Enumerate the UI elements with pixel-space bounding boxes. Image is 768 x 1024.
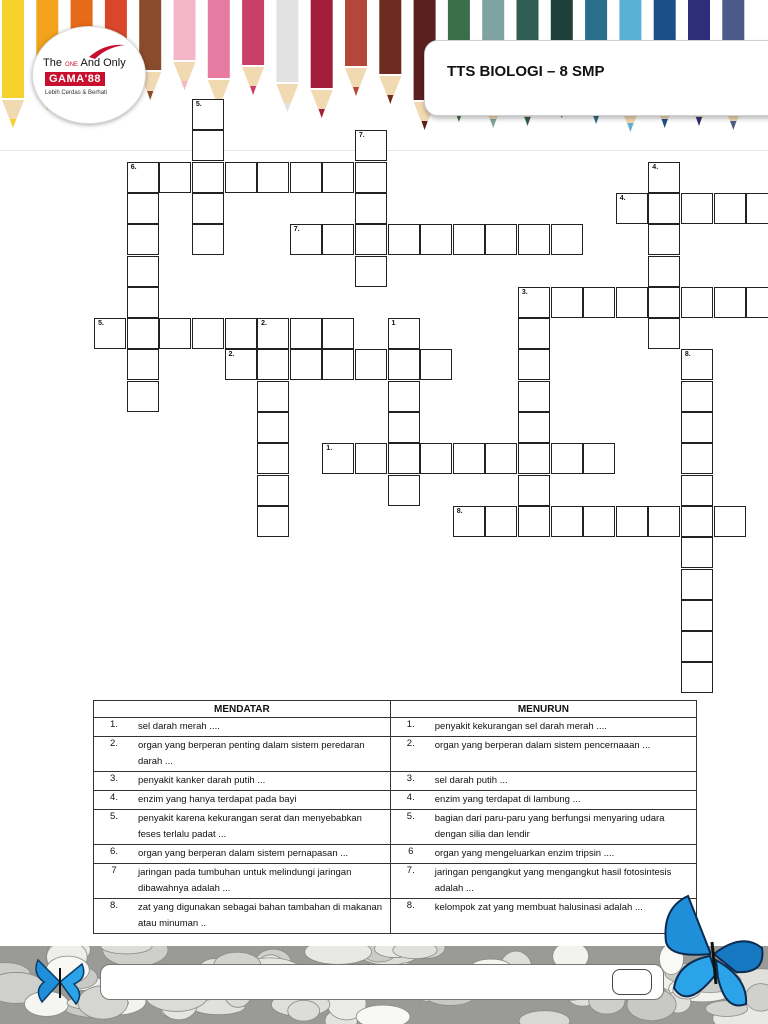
crossword-cell[interactable]	[681, 506, 713, 537]
crossword-cell[interactable]	[355, 193, 387, 224]
mendatar-clue	[94, 845, 391, 864]
pencil-lead	[490, 119, 496, 128]
pencil-body	[345, 0, 367, 66]
crossword-cell[interactable]	[681, 569, 713, 600]
logo-text	[43, 57, 126, 69]
crossword-cell[interactable]	[322, 224, 354, 255]
crossword-cell[interactable]	[355, 349, 387, 380]
pencil-lead	[696, 117, 702, 126]
clue-row	[94, 718, 697, 737]
clue-number: 6	[408, 846, 414, 857]
cell-number: 8.	[456, 507, 463, 515]
clue-text: organ yang berperan dalam sistem pernapasan ...	[138, 848, 349, 859]
clue-text: kelompok zat yang membuat halusinasi adalah ...	[434, 902, 643, 913]
crossword-cell[interactable]	[192, 193, 224, 224]
butterfly-large-icon	[658, 892, 768, 1016]
crossword-cell[interactable]	[257, 412, 289, 443]
crossword-cell[interactable]	[94, 318, 126, 349]
cell-number: 4.	[652, 163, 659, 171]
crossword-cell[interactable]	[648, 287, 680, 318]
clue-row	[94, 791, 697, 810]
crossword-cell[interactable]	[290, 224, 322, 255]
crossword-cell[interactable]	[127, 318, 159, 349]
clue-number: 7.	[406, 865, 415, 876]
crossword-cell[interactable]	[257, 318, 289, 349]
crossword-cell[interactable]	[290, 318, 322, 349]
crossword-cell[interactable]	[355, 162, 387, 193]
crossword-cell[interactable]	[714, 193, 746, 224]
crossword-cell[interactable]	[681, 600, 713, 631]
cell-number: 1	[391, 320, 396, 328]
crossword-cell[interactable]	[257, 475, 289, 506]
crossword-cell[interactable]	[518, 349, 550, 380]
cell-number: 5.	[98, 320, 104, 328]
crossword-cell[interactable]	[322, 443, 354, 474]
clue-text: penyakit kekurangan sel darah merah ....	[434, 721, 607, 732]
crossword-cell[interactable]	[648, 193, 680, 224]
clue-number: 1.	[110, 719, 118, 730]
clue-row	[94, 810, 697, 845]
crossword-cell[interactable]	[518, 506, 550, 537]
crossword-cell[interactable]	[681, 381, 713, 412]
crossword-cell[interactable]	[355, 443, 387, 474]
crossword-cell[interactable]	[355, 256, 387, 287]
clue-text: organ yang mengeluarkan enzim tripsin ....	[434, 848, 615, 859]
menurun-clue	[390, 791, 696, 810]
crossword-cell[interactable]	[681, 631, 713, 662]
crossword-cell[interactable]	[616, 193, 648, 224]
clue-number: 5.	[406, 811, 415, 822]
menurun-clue	[390, 845, 696, 864]
clue-text: enzim yang hanya terdapat pada bayi	[138, 794, 297, 805]
crossword-cell[interactable]	[518, 412, 550, 443]
crossword-cell[interactable]	[127, 193, 159, 224]
clue-number: 3.	[110, 773, 118, 784]
mendatar-clue	[94, 864, 391, 899]
pencil-lead	[524, 117, 530, 126]
crossword-cell[interactable]	[127, 349, 159, 380]
crossword-cell[interactable]	[159, 318, 191, 349]
clue-text: zat yang digunakan sebagai bahan tambahan di makanan atau minuman ..	[138, 902, 383, 929]
menurun-clue	[390, 772, 696, 791]
crossword-cell[interactable]	[681, 287, 713, 318]
crossword-cell[interactable]	[583, 443, 615, 474]
mendatar-clue	[94, 737, 391, 772]
crossword-cell[interactable]	[616, 287, 648, 318]
crossword-cell[interactable]	[388, 349, 420, 380]
clue-table	[93, 700, 697, 934]
cell-number: 6.	[130, 163, 137, 171]
crossword-cell[interactable]	[420, 224, 452, 255]
clue-row	[94, 737, 697, 772]
crossword-cell[interactable]	[290, 162, 322, 193]
divider	[0, 150, 768, 151]
clue-text: organ yang berperan dalam sistem pencernaaan ...	[434, 740, 651, 751]
pencil-lead	[10, 119, 16, 128]
crossword-cell[interactable]	[681, 475, 713, 506]
crossword-cell[interactable]	[420, 443, 452, 474]
crossword-cell[interactable]	[257, 349, 289, 380]
crossword-cell[interactable]	[322, 318, 354, 349]
cell-number: 2.	[261, 320, 267, 328]
clue-number: 6.	[110, 846, 118, 857]
crossword-cell[interactable]	[257, 506, 289, 537]
crossword-cell[interactable]	[257, 162, 289, 193]
crossword-cell[interactable]	[681, 412, 713, 443]
crossword-cell[interactable]	[388, 224, 420, 255]
clue-text: sel darah merah ....	[138, 721, 220, 732]
crossword-cell[interactable]	[681, 662, 713, 693]
logo-tagline: Lebih Cerdas & Berhati	[45, 90, 108, 96]
butterfly-small-icon	[30, 954, 90, 1010]
crossword-cell[interactable]	[551, 443, 583, 474]
pencil-lead	[730, 121, 736, 130]
menurun-clue	[390, 864, 696, 899]
cell-number: 5.	[195, 101, 202, 108]
pencil-lead	[319, 109, 325, 118]
clue-text: jaringan pengangkut yang mengangkut hasil fotosintesis adalah ...	[434, 867, 672, 894]
cell-number: 1.	[326, 445, 333, 453]
clue-text: jaringan pada tumbuhan untuk melindungi jaringan dibawahnya adalah ...	[138, 867, 352, 894]
crossword-cell[interactable]	[355, 162, 387, 193]
crossword-cell[interactable]	[453, 224, 485, 255]
crossword-cell[interactable]	[714, 506, 746, 537]
clue-number: 8.	[110, 900, 118, 911]
crossword-cell[interactable]	[192, 224, 224, 255]
clue-text: penyakit kanker darah putih ...	[138, 775, 266, 786]
crossword-cell[interactable]	[127, 224, 159, 255]
pencil-lead	[387, 95, 393, 104]
clue-text: enzim yang terdapat di lambung ...	[434, 794, 581, 805]
crossword-cell[interactable]	[322, 349, 354, 380]
clue-number: 5.	[110, 811, 118, 822]
crossword-cell[interactable]	[485, 506, 517, 537]
crossword-cell[interactable]	[192, 318, 224, 349]
crossword-cell[interactable]	[192, 162, 224, 193]
crossword-cell[interactable]	[681, 349, 713, 380]
crossword-cell[interactable]	[225, 349, 257, 380]
clue-number: 4.	[406, 792, 415, 803]
menurun-clue	[390, 737, 696, 772]
crossword-cell[interactable]	[551, 506, 583, 537]
logo-one: ONE	[65, 62, 79, 68]
cell-number: 7.	[293, 226, 300, 234]
mendatar-clue	[94, 810, 391, 845]
crossword-cell[interactable]	[681, 537, 713, 568]
crossword-cell[interactable]	[746, 287, 768, 318]
mendatar-clue	[94, 899, 391, 934]
crossword-cell[interactable]	[453, 443, 485, 474]
crossword-cell[interactable]	[518, 224, 550, 255]
mendatar-clue	[94, 718, 391, 737]
crossword-cell[interactable]	[648, 318, 680, 349]
crossword-cell[interactable]	[257, 443, 289, 474]
pencil-lead	[181, 81, 187, 90]
crossword-cell[interactable]	[518, 475, 550, 506]
crossword-cell[interactable]	[388, 412, 420, 443]
logo-brand: GAMA'88	[45, 72, 105, 86]
crossword-cell[interactable]	[714, 287, 746, 318]
page-title: TTS BIOLOGI – 8 SMP	[447, 63, 605, 80]
crossword-cell[interactable]	[681, 193, 713, 224]
pencil-body	[174, 0, 196, 60]
cell-number: 3.	[521, 288, 528, 296]
crossword-cell[interactable]	[746, 193, 768, 224]
pencil-lead	[250, 86, 256, 95]
pebble	[288, 1000, 320, 1021]
pencil-lead	[422, 121, 428, 130]
clue-number: 4.	[110, 792, 118, 803]
clue-text: penyakit karena kekurangan serat dan menyebabkan feses terlalu padat ...	[138, 813, 362, 840]
cell-number: 7.	[358, 132, 365, 140]
crossword-cell[interactable]	[616, 506, 648, 537]
clue-number: 2.	[406, 738, 415, 749]
mendatar-clue	[94, 791, 391, 810]
cell-number: 4.	[619, 194, 626, 202]
crossword-cell[interactable]	[681, 443, 713, 474]
pencil-lead	[147, 91, 153, 100]
crossword-cell[interactable]	[551, 224, 583, 255]
clue-number: 8.	[406, 900, 415, 911]
crossword-cell[interactable]	[485, 224, 517, 255]
crossword-cell[interactable]	[648, 506, 680, 537]
clue-number: 1.	[406, 719, 415, 730]
crossword-cell[interactable]	[225, 318, 257, 349]
crossword-cell[interactable]	[127, 162, 159, 193]
crossword-cell[interactable]	[257, 381, 289, 412]
pencil-body	[311, 0, 333, 88]
crossword-cell[interactable]	[420, 349, 452, 380]
menurun-header: MENURUN	[390, 701, 696, 718]
pencil-lead	[593, 115, 599, 124]
title-box	[424, 40, 768, 116]
crossword-cell[interactable]	[388, 443, 420, 474]
menurun-clue	[390, 718, 696, 737]
crossword-cell[interactable]	[225, 162, 257, 193]
crossword-cell[interactable]	[290, 349, 322, 380]
cell-number: 8.	[684, 351, 691, 359]
crossword-cell[interactable]	[518, 287, 550, 318]
crossword-cell[interactable]	[127, 287, 159, 318]
pencil-body	[242, 0, 264, 65]
pencil-body	[208, 0, 230, 78]
clue-text: sel darah putih ...	[434, 775, 508, 786]
menurun-clue	[390, 810, 696, 845]
clue-row	[94, 772, 697, 791]
pencil-lead	[627, 123, 633, 132]
crossword-cell[interactable]	[322, 162, 354, 193]
crossword-cell[interactable]	[159, 162, 191, 193]
mendatar-header: MENDATAR	[94, 701, 391, 718]
logo-the: The	[43, 57, 62, 69]
crossword-cell[interactable]	[127, 381, 159, 412]
crossword-cell[interactable]	[518, 381, 550, 412]
crossword-cell[interactable]	[485, 443, 517, 474]
mendatar-clue	[94, 772, 391, 791]
pencil-lead	[284, 103, 290, 112]
pencil-body	[2, 0, 24, 98]
crossword-cell[interactable]	[518, 443, 550, 474]
crossword-cell[interactable]	[388, 318, 420, 349]
clue-text: organ yang berperan penting dalam sistem peredaran darah ...	[138, 740, 365, 767]
menurun-clue	[390, 899, 696, 934]
clue-row	[94, 845, 697, 864]
pencil-body	[276, 0, 298, 82]
crossword-cell[interactable]	[583, 287, 615, 318]
pencil-lead	[353, 87, 359, 96]
footer-bar	[100, 964, 664, 1000]
clue-number: 3.	[406, 773, 415, 784]
crossword-cell[interactable]	[551, 287, 583, 318]
crossword-cell[interactable]	[648, 224, 680, 255]
cell-number: 2.	[228, 351, 235, 359]
pencil-lead	[662, 119, 668, 128]
crossword-cell[interactable]	[518, 318, 550, 349]
page-number-box	[612, 969, 652, 995]
clue-text: bagian dari paru-paru yang berfungsi menyaring udara dengan silia dan lendir	[434, 813, 665, 840]
clue-row	[94, 864, 697, 899]
crossword-cell[interactable]	[453, 506, 485, 537]
crossword-cell[interactable]	[355, 224, 387, 255]
crossword-cell[interactable]	[388, 475, 420, 506]
clue-number: 7	[111, 865, 117, 876]
crossword-cell[interactable]	[648, 162, 680, 193]
pencil-body	[379, 0, 401, 74]
crossword-cell[interactable]	[583, 506, 615, 537]
clue-number: 2.	[110, 738, 118, 749]
brand-logo	[32, 26, 146, 124]
crossword-cell[interactable]	[127, 256, 159, 287]
crossword-cell[interactable]	[388, 381, 420, 412]
crossword-cell[interactable]	[648, 256, 680, 287]
clue-row	[94, 899, 697, 934]
pencil-lead	[216, 99, 222, 108]
logo-and-only: And Only	[80, 57, 126, 69]
